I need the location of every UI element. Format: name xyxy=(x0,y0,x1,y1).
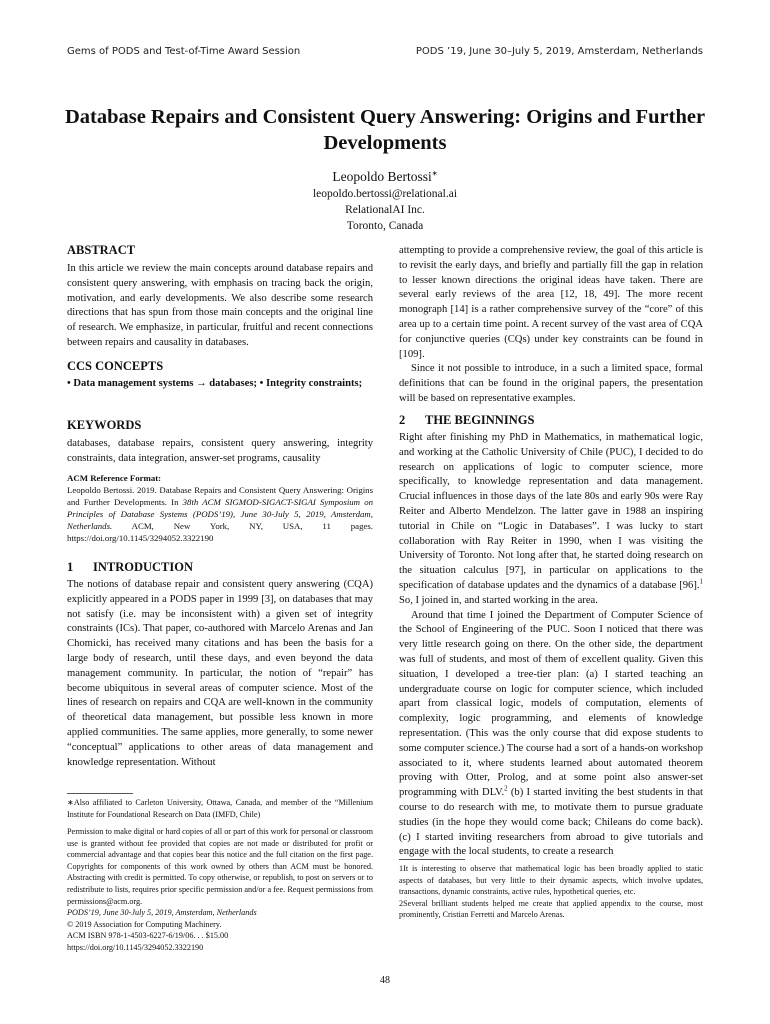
author-city: Toronto, Canada xyxy=(346,220,424,232)
footnotes-right xyxy=(399,863,703,921)
intro-heading xyxy=(67,560,193,575)
permission-isbn: ACM ISBN 978-1-4503-6227-6/19/06. . . $15.00 xyxy=(67,931,229,941)
footnote-rule-left xyxy=(67,793,133,794)
paper-title: Database Repairs and Consistent Query Answering: Origins and Further Developments xyxy=(64,106,706,154)
beginnings-heading-text: THE BEGINNINGS xyxy=(425,413,535,427)
author-footnote: ∗Also affiliated to Carleton University, Ottawa, Canada, and member of the “Millenium Institute for Foundational Research on Data (IMFD, Chile) xyxy=(67,798,373,819)
beginnings-text xyxy=(399,431,703,860)
permission-text: Permission to make digital or hard copies of all or part of this work for personal or classroom use is granted without fee provided that copies are not made or distributed for profit or commercial advantage and that copies bear this notice and the full citation on the first page. Copyrights for components of this work owned by others than ACM must be honored. Abstracting with credit is permitted. To copy otherwise, or republish, to post on servers or to redistribute to lists, requires prior specific permission and/or a fee. Request permissions from permissions@acm.org. xyxy=(67,827,373,906)
acm-reference-venue: 38th ACM SIGMOD-SIGACT-SIGAI Symposium on Principles of Database Systems (PODS’19), June 30-July 5, 2019, Amsterdam, Netherlands. xyxy=(67,497,373,531)
intro-text: The notions of database repair and consistent query answering (CQA) explicitly appeared in a PODS paper in 1999 [3], on databases that may not satisfy (i.e. may be inconsistent with) a given set of integrity constraints (ICs). That paper, co-authored with Marcelo Arenas and Jan Chomicki, has received many citations and has been the basis for a large body of research, until these days, and even beyond the data management community. In particular, the notion of “repair” has become ubiquitous in several areas of computer science. Most of the lines of research on repairs and CQA are well-known in the community of theoretical data management, but possible less known in more applied communities. The same applies, more generally, to some newer “conceptual” applications to other areas of data management and knowledge representation. Without xyxy=(67,579,373,768)
acm-reference-part2: ACM, New York, NY, USA, 11 pages. https://doi.org/10.1145/3294052.3322190 xyxy=(67,521,373,543)
intro-heading-number: 1 xyxy=(67,560,74,574)
permission-venue: PODS’19, June 30-July 5, 2019, Amsterdam, Netherlands xyxy=(67,908,257,918)
beginnings-heading xyxy=(399,413,534,428)
beginnings-p2b: (b) I started inviting the best students in that course to do research with me, to motivate them to pursue graduate studies (in the hope they would come back; Chileans do come back). (c) I started inviting researchers from abroad to give tutorials and engage with the local students, to create a research xyxy=(399,787,703,858)
ccs-text: • Data management systems → databases; • Integrity constraints; xyxy=(67,378,363,389)
footnote-rule-right xyxy=(399,859,465,860)
intro-continued xyxy=(399,244,703,407)
author-footnote-mark: ∗ xyxy=(431,169,438,178)
running-header-left: Gems of PODS and Test-of-Time Award Session xyxy=(67,46,301,57)
acm-reference-part1: Leopoldo Bertossi. 2019. Database Repairs and Consistent Query Answering: Origins and Further Developments. In xyxy=(67,485,373,507)
footnote-2: 2Several brilliant students helped me create that applied appendix to the course, most prominently, Cristian Ferretti and Marcelo Arenas. xyxy=(399,898,703,920)
intro-continued-p2: Since it not possible to introduce, in a such a limited space, formal definitions that can be found in the original papers, the presentation will be based on representative examples. xyxy=(399,363,703,404)
beginnings-p2 xyxy=(399,609,703,861)
footnote-ref-2: 2 xyxy=(504,784,508,793)
abstract-text: In this article we review the main concepts around database repairs and consistent query answering, with emphasis on tracing back the origin, motivation, and early developments. We also describe some research directions that has spun from those main concepts and the original line of research. We emphasize, in particular, fruitful and recent connections between repairs and causality in databases. xyxy=(67,263,373,348)
page-number: 48 xyxy=(380,975,390,986)
author-email: leopoldo.bertossi@relational.ai xyxy=(312,188,458,200)
abstract-heading: ABSTRACT xyxy=(67,243,136,257)
keywords-heading: KEYWORDS xyxy=(67,418,142,432)
ccs-heading: CCS CONCEPTS xyxy=(67,359,164,373)
acm-reference-heading: ACM Reference Format: xyxy=(67,473,162,483)
keywords-text: databases, database repairs, consistent query answering, integrity constraints, data integration, answer-set programs, causality xyxy=(67,438,373,464)
beginnings-p1 xyxy=(399,431,703,609)
footnote-ref-1: 1 xyxy=(699,577,703,586)
beginnings-p2a: Around that time I joined the Department of Computer Science of the School of Engineering of the PUC. Soon I noticed that there was very little research going on there. On the other side, the department was full of students, and most of them of excellent quality. Given this situation, I developed a tree-tier plan: (a) I started teaching an undergraduate course on logic for computer science, which included apart from classical logic, models of computation, elements of complexity, logic programming, and elements of knowledge representation. (This was the only course that did expose students to some computer science.) The course had a sort of a hands-on workshop associated to it, where students learned about automated theorem proving with Otter, Prolog, and at some point also answer-set programming with DLV. xyxy=(399,609,703,799)
permission-block xyxy=(67,826,373,954)
intro-continued-p1: attempting to provide a comprehensive review, the goal of this article is to revisit the early days, and briefly and partially fill the gap in relation to lesser known directions the original ideas have taken. There are several early reviews of the area [12, 18, 49]. The more recent monograph [14] is a rather comprehensive survey of the “core” of this area up to a certain time point. A recent survey of the vast area of CQA for conjunctive queries (CQs) under key constraints can be found in [109]. xyxy=(399,245,703,360)
author-organization: RelationalAI Inc. xyxy=(345,204,425,216)
permission-copyright: © 2019 Association for Computing Machinery. xyxy=(67,919,222,929)
author-name-text: Leopoldo Bertossi xyxy=(332,169,432,184)
footnote-1: 1It is interesting to observe that mathematical logic has been broadly applied to static aspects of databases, but very little to their dynamic aspects, which involve updates, transactions, dynamic constraints, active rules, hypothetical queries, etc. xyxy=(399,864,703,897)
beginnings-p1a: Right after finishing my PhD in Mathematics, in mathematical logic, and working at the Catholic University of Chile (PUC), I decided to do research on applications of logic to computer science, more specifically, to knowledge representation and data management. Crucial influences in those days of the late 80s and early 90s were Ray Reiter and Alberto Mendelzon. The latter gave in 1988 an inspiring tutorial in Chile on “Logic in Databases”. I was lucky to start collaboration with Ray Reiter in 1990, when I was visiting the University of Toronto. Not long after that, he started doing research on the situation calculus [97], in particular on applications to the specification of database updates and the dynamics of a database [96]. xyxy=(399,432,703,591)
acm-reference xyxy=(67,472,373,544)
permission-doi: https://doi.org/10.1145/3294052.3322190 xyxy=(67,942,204,952)
beginnings-p1b: So, I joined in, and started working in the area. xyxy=(399,594,598,606)
beginnings-heading-number: 2 xyxy=(399,413,406,427)
author-name xyxy=(0,168,770,185)
running-header-right: PODS ’19, June 30–July 5, 2019, Amsterdam, Netherlands xyxy=(415,46,703,57)
intro-heading-text: INTRODUCTION xyxy=(93,560,194,574)
